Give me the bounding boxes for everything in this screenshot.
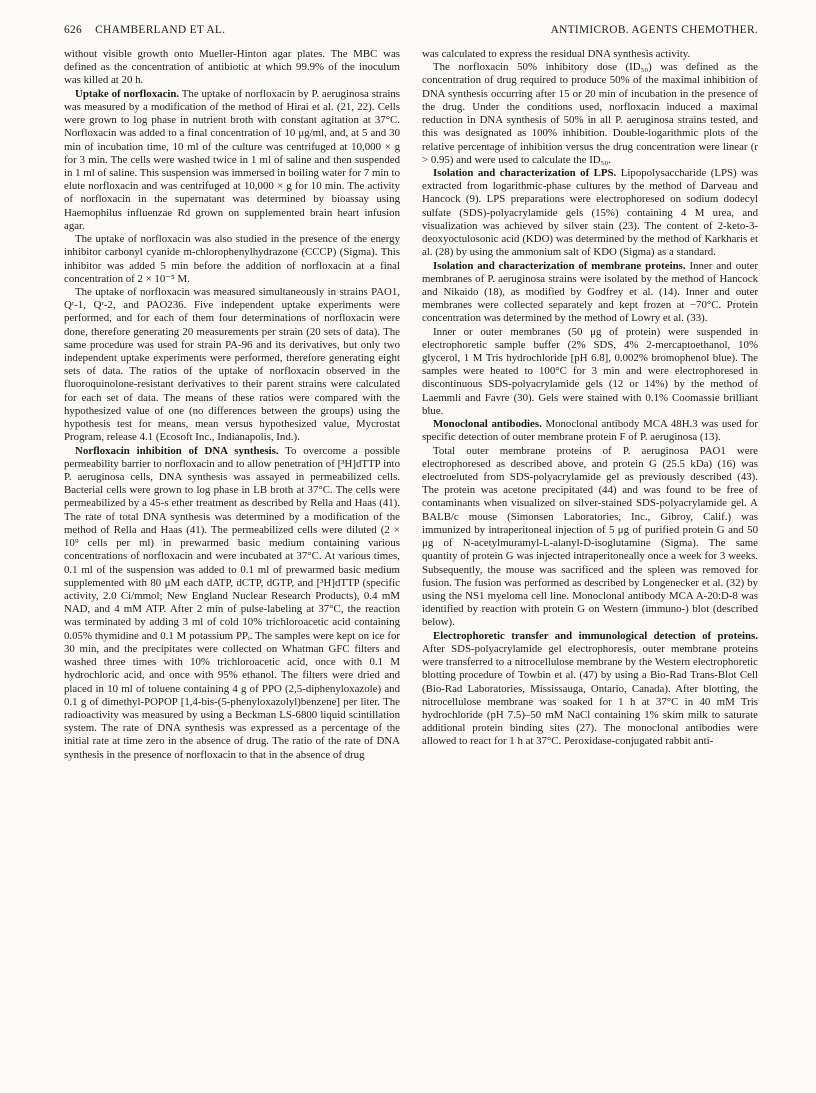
section-heading: Isolation and characterization of LPS.: [433, 166, 617, 179]
paragraph: [422, 326, 758, 419]
header-left: [64, 24, 235, 36]
running-authors: CHAMBERLAND ET AL.: [95, 24, 226, 36]
section-heading: Monoclonal antibodies.: [433, 418, 542, 431]
paragraph: [422, 630, 758, 749]
right-text-column: [422, 48, 758, 749]
left-text-column: [64, 48, 400, 762]
paragraph-text: Monoclonal antibody MCA 48H.3 was used for specific detection of outer membrane protein F of P. aeruginosa (13).: [422, 418, 758, 444]
section-heading: Uptake of norfloxacin.: [75, 87, 180, 100]
paragraph: [422, 61, 758, 167]
page-number: 626: [64, 24, 82, 36]
paragraph: [64, 445, 400, 762]
paragraph-text: Inner or outer membranes (50 μg of protein) were suspended in electrophoretic sample buffer (2% SDS, 4% 2-mercaptoethanol, 10% glycerol, 1 M Tris hydrochloride [pH 6.8], 0.002% bromophenol blue). The samples were heated to 100°C for 3 min and were electrophoresed in discontinuous SDS-polyacrylamide gels (12 or 14%) by the method of Laemmli and Favre (30). Gels were stained with 0.1% Coomassie brilliant blue.: [422, 325, 758, 417]
paragraph-text: To overcome a possible permeability barrier to norfloxacin and to allow penetration of [³H]dTTP into P. aeruginosa cells, DNA synthesis was assayed in permeabilized cells. Bacterial cells were grown to log phase in LB broth at 37°C. The cells were permeabilized by a 45-s ether treatment as described by Rella and Haas (41). The rate of total DNA synthesis was determined by a modification of the method of Rella and Haas (41). The permeabilized cells were diluted (2 × 10⁹ cells per ml) in prewarmed basic medium containing various concentrations of norfloxacin and were incubated at 37°C. At various times, 0.1 ml of the suspension was added to 0.1 ml of prewarmed basic medium supplemented with 80 μM each dATP, dCTP, dGTP, and [³H]dTTP (specific activity, 2.0 Ci/mmol; New England Nuclear Research Products), 0.4 mM NAD, and 4 mM ATP. After 2 min of pulse-labeling at 37°C, the reaction was terminated by adding 3 ml of cold 10% trichloroacetic acid containing 0.05% thymidine and 0.1 M potassium PPᵢ. The samples were kept on ice for 30 min, and the precipitates were collected on Whatman GFC filters and washed three times with 10% trichloroacetic acid, once with 0.1 M hydrochloric acid, and once with 95% ethanol. The filters were dried and placed in 10 ml of toluene containing 4 g of PPO (2,5-diphenyloxazole) and 0.1 g of dimethyl-POPOP [1,4-bis-(5-phenyloxazolyl)benzene] per liter. The radioactivity was measured by using a Beckman LS-6800 liquid scintillation system. The rate of DNA synthesis was expressed as a percentage of the initial rate at time zero in the absence of drug. The ratio of the rate of DNA synthesis in the presence of norfloxacin to that in the absence of drug: [64, 444, 400, 761]
paragraph: [64, 286, 400, 445]
running-header: [64, 24, 758, 36]
section-heading: Isolation and characterization of membrane proteins.: [433, 259, 686, 272]
paragraph-text: Inner and outer membranes of P. aeruginosa strains were isolated by the method of Hancock and Nikaido (18), as modified by Godfrey et al. (14). Inner and outer membranes were collected separately and kept frozen at −70°C. Protein concentration was determined by the method of Lowry et al. (33).: [422, 259, 759, 325]
paragraph-text: Total outer membrane proteins of P. aeruginosa PAO1 were electrophoresed as described above, and protein G (25.5 kDa) (16) was electroeluted from SDS-polyacrylamide gel as previously described (43). The protein was acetone precipitated (44) and was found to be free of contaminants when visualized on silver-stained SDS-polyacrylamide gel. A BALB/c mouse (Simonsen Laboratories, Inc., Gibroy, Calif.) was immunized by intraperitoneal injection of 5 μg of purified protein G and 50 μg of N-acetylmuramyl-L-alanyl-D-isoglutamine (Sigma). The same quantity of protein G was injected intraperitoneally once a week for 3 weeks. Subsequently, the mouse was sacrificed and the spleen was removed for fusion. The fusion was performed as described by Longenecker et al. (32) by using the NS1 myeloma cell line. Monoclonal antibody MCA A-20:D-8 was identified by reaction with protein G on Western (immuno-) blot (described below).: [422, 444, 758, 629]
section-heading: Norfloxacin inhibition of DNA synthesis.: [75, 444, 279, 457]
paragraph: [422, 167, 758, 260]
paragraph: [64, 233, 400, 286]
paragraph: [422, 260, 758, 326]
paragraph-text: The uptake of norfloxacin was measured simultaneously in strains PAO1, Qʳ-1, Qʳ-2, and PAO236. Five independent uptake experiments were performed, and for each of them four determinations of norfloxacin were done, therefore generating 20 measurements per strain (20 sets of data). The same procedure was used for strain PA-96 and its derivatives, but only two independent uptake experiments were performed, therefore generating eight sets of data. The ratios of the uptake of norfloxacin observed in the fluoroquinolone-resistant derivatives to their parent strains were calculated for each set of data. The means of these ratios were compared with the hypothesized value of one (no differences between the groups) using the hypothesis test for means, mean versus hypothesized value, Mycrostat Program, release 4.1 (Ecosoft Inc., Indianapolis, Ind.).: [64, 285, 400, 444]
paragraph: [64, 48, 400, 88]
paragraph: [422, 418, 758, 444]
journal-name: ANTIMICROB. AGENTS CHEMOTHER.: [550, 24, 758, 36]
paragraph: [64, 88, 400, 233]
paragraph-text: After SDS-polyacrylamide gel electrophoresis, outer membrane proteins were transferred to a nitrocellulose membrane by the Western electrophoretic blotting procedure of Towbin et al. (47) by using a Bio-Rad Trans-Blot Cell (Bio-Rad Laboratories, Mississauga, Ontario, Canada). After blotting, the nitrocellulose membrane was soaked for 1 h at 37°C in 40 mM Tris hydrochloride (pH 7.5)–50 mM NaCl containing 1% skim milk to saturate additional protein binding sites (27). The monoclonal antibodies were allowed to react for 1 h at 37°C. Peroxidase-conjugated rabbit anti-: [422, 642, 758, 748]
paragraph-text: Lipopolysaccharide (LPS) was extracted from logarithmic-phase cultures by the method of Darveau and Hancock (9). LPS preparations were electrophoresed on sodium dodecyl sulfate (SDS)-polyacrylamide gels (15%) containing 4 M urea, and visualization was achieved by silver stain (23). The content of 2-keto-3-deoxyoctulosonic acid (KDO) was determined by the method of Karkharis et al. (28) by using the ammonium salt of KDO (Sigma) as a standard.: [422, 166, 758, 259]
paragraph: [422, 48, 758, 61]
paragraph-text: The norfloxacin 50% inhibitory dose (ID₅₀) was defined as the concentration of drug required to produce 50% of the maximal inhibition of DNA synthesis occurring after 15 or 20 min of incubation in the presence of the drug. Under the conditions used, norfloxacin induced a maximal reduction in DNA synthesis of 50% in all P. aeruginosa strains tested, and this was designated as 100% inhibition. Double-logarithmic plots of the relative percentage of inhibition versus the drug concentration were linear (r > 0.95) and were used to calculate the ID₅₀.: [422, 61, 758, 166]
paragraph-text: The uptake of norfloxacin was also studied in the presence of the energy inhibitor carbonyl cyanide m-chlorophenylhydrazone (CCCP) (Sigma). This inhibitor was added 5 min before the addition of norfloxacin at a final concentration of 2 × 10⁻⁵ M.: [64, 233, 400, 285]
paragraph-text: was calculated to express the residual DNA synthesis activity.: [422, 48, 691, 60]
paragraph: [422, 445, 758, 630]
paragraph-text: The uptake of norfloxacin by P. aeruginosa strains was measured by a modification of the method of Hirai et al. (21, 22). Cells were grown to log phase in nutrient broth with constant agitation at 37°C. Norfloxacin was added to a final concentration of 10 μg/ml, and, at 5 and 30 min of incubation time, 10 ml of the culture was centrifuged at 10,000 × g for 3 min. The cells were washed twice in 1 ml of saline and then suspended in 1 ml of saline. This suspension was immersed in boiling water for 7 min to elute norfloxacin and was centrifuged at 10,000 × g for 10 min. The activity of norfloxacin in the supernatant was determined by bioassay using Haemophilus influenzae Rd grown on supplemented brain heart infusion agar.: [64, 87, 401, 232]
paragraph-text: without visible growth onto Mueller-Hinton agar plates. The MBC was defined as the concentration of antibiotic at which 99.9% of the inoculum was killed at 20 h.: [64, 48, 400, 87]
section-heading: Electrophoretic transfer and immunological detection of proteins.: [433, 629, 758, 642]
